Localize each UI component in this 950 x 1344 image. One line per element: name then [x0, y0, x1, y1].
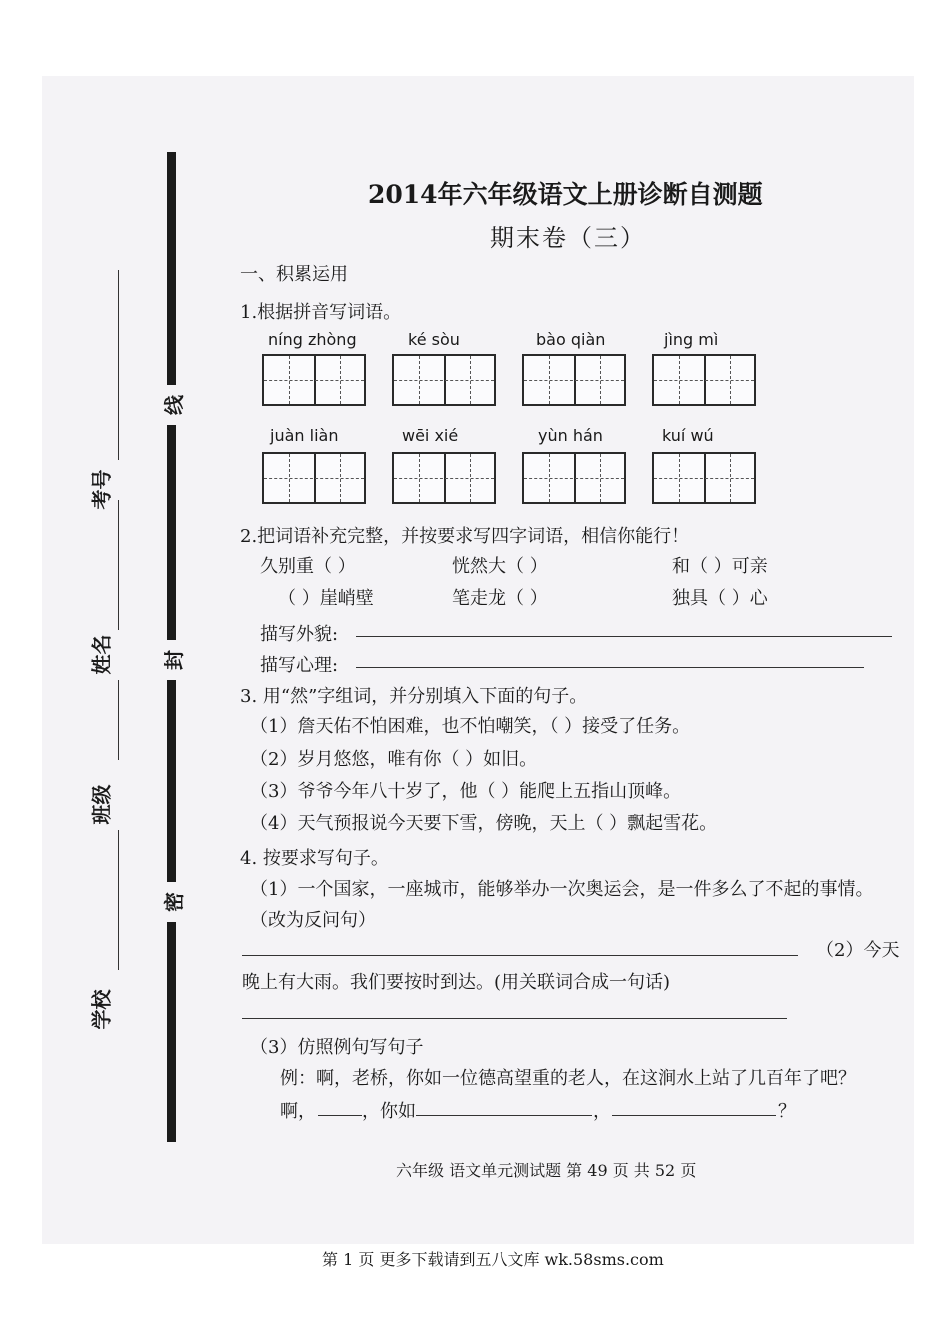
page-footer: 六年级 语文单元测试题 第 49 页 共 52 页 [396, 1161, 697, 1180]
q4-sentence-1-instruction: （改为反问句） [250, 910, 376, 931]
answer-grid[interactable] [262, 354, 366, 406]
q2-item[interactable]: 和（ ）可亲 [672, 556, 768, 577]
q3-sentence[interactable]: （3）爷爷今年八十岁了，他（ ）能爬上五指山顶峰。 [250, 781, 682, 802]
answer-grid[interactable] [262, 452, 366, 504]
pinyin-5: juàn liàn [270, 426, 339, 445]
pinyin-4: jìng mì [664, 330, 719, 349]
exam-no-line [118, 270, 119, 460]
class-label: 班级 [89, 784, 114, 825]
q2-prompt: 2.把词语补充完整，并按要求写四字词语，相信你能行！ [240, 526, 690, 547]
answer-grid[interactable] [392, 354, 496, 406]
name-label: 姓名 [89, 634, 114, 675]
q4-answer-line-1[interactable] [242, 955, 798, 956]
appearance-answer-line[interactable] [356, 636, 892, 637]
q2-item[interactable]: 笔走龙（ ） [452, 588, 548, 609]
q3-sentence[interactable]: （2）岁月悠悠，唯有你（ ）如旧。 [250, 749, 538, 770]
answer-grid[interactable] [652, 452, 756, 504]
exam-no-label: 考号 [89, 469, 114, 510]
q3-sentence[interactable]: （4）天气预报说今天要下雪，傍晚，天上（ ）飘起雪花。 [250, 813, 718, 834]
seal-feng: 封 [152, 640, 192, 680]
blank-line[interactable] [416, 1115, 592, 1116]
answer-grid[interactable] [522, 452, 626, 504]
q4-prompt: 4. 按要求写句子。 [240, 848, 389, 869]
pinyin-2: ké sòu [408, 330, 460, 349]
blank-end: ？ [778, 1101, 796, 1122]
pinyin-3: bào qiàn [536, 330, 606, 349]
answer-grid[interactable] [522, 354, 626, 406]
blank-prefix: 啊， [280, 1101, 316, 1122]
q1-prompt: 1.根据拼音写词语。 [240, 302, 402, 323]
pinyin-1: níng zhòng [268, 330, 357, 349]
seal-mi: 密 [152, 882, 192, 922]
q3-sentence[interactable]: （1）詹天佑不怕困难，也不怕嘲笑，（ ）接受了任务。 [250, 716, 691, 737]
q4-sentence-2-start: （2）今天 [816, 940, 900, 961]
q2-item[interactable]: 恍然大（ ） [452, 556, 548, 577]
q4-sentence-2: 晚上有大雨。我们要按时到达。(用关联词合成一句话) [242, 972, 671, 993]
q2-item[interactable]: 久别重（ ） [260, 556, 356, 577]
school-line [118, 830, 119, 970]
q2-item[interactable]: （ ）崖峭壁 [278, 588, 374, 609]
school-label: 学校 [89, 989, 114, 1030]
answer-grid[interactable] [652, 354, 756, 406]
q2-item[interactable]: 独具（ ）心 [672, 588, 768, 609]
q4-example: 例：啊，老桥，你如一位德高望重的老人，在这涧水上站了几百年了吧？ [280, 1068, 856, 1089]
q4-answer-line-2[interactable] [242, 1018, 787, 1019]
appearance-label: 描写外貌: [260, 624, 339, 645]
blank-line[interactable] [612, 1115, 776, 1116]
seal-xian: 线 [152, 385, 192, 425]
blank-line[interactable] [318, 1115, 362, 1116]
download-note: 第 1 页 更多下载请到五八文库 wk.58sms.com [322, 1250, 664, 1269]
mind-label: 描写心理: [260, 655, 339, 676]
page-subtitle: 期末卷（三） [490, 224, 646, 252]
answer-grid[interactable] [392, 452, 496, 504]
pinyin-8: kuí wú [662, 426, 714, 445]
blank-middle: ，你如 [362, 1101, 416, 1122]
q4-sentence-3: （3）仿照例句写句子 [250, 1037, 424, 1058]
name-line [118, 500, 119, 630]
page-title: 2014年六年级语文上册诊断自测题 [368, 180, 763, 209]
pinyin-7: yùn hán [538, 426, 603, 445]
section-heading: 一、积累运用 [240, 264, 348, 285]
blank-comma: ， [593, 1101, 611, 1122]
class-line [118, 680, 119, 760]
q4-sentence-1: （1）一个国家，一座城市，能够举办一次奥运会，是一件多么了不起的事情。 [250, 879, 874, 900]
pinyin-6: wēi xié [402, 426, 459, 445]
mind-answer-line[interactable] [356, 667, 864, 668]
q3-prompt: 3. 用“然”字组词，并分别填入下面的句子。 [240, 686, 588, 707]
